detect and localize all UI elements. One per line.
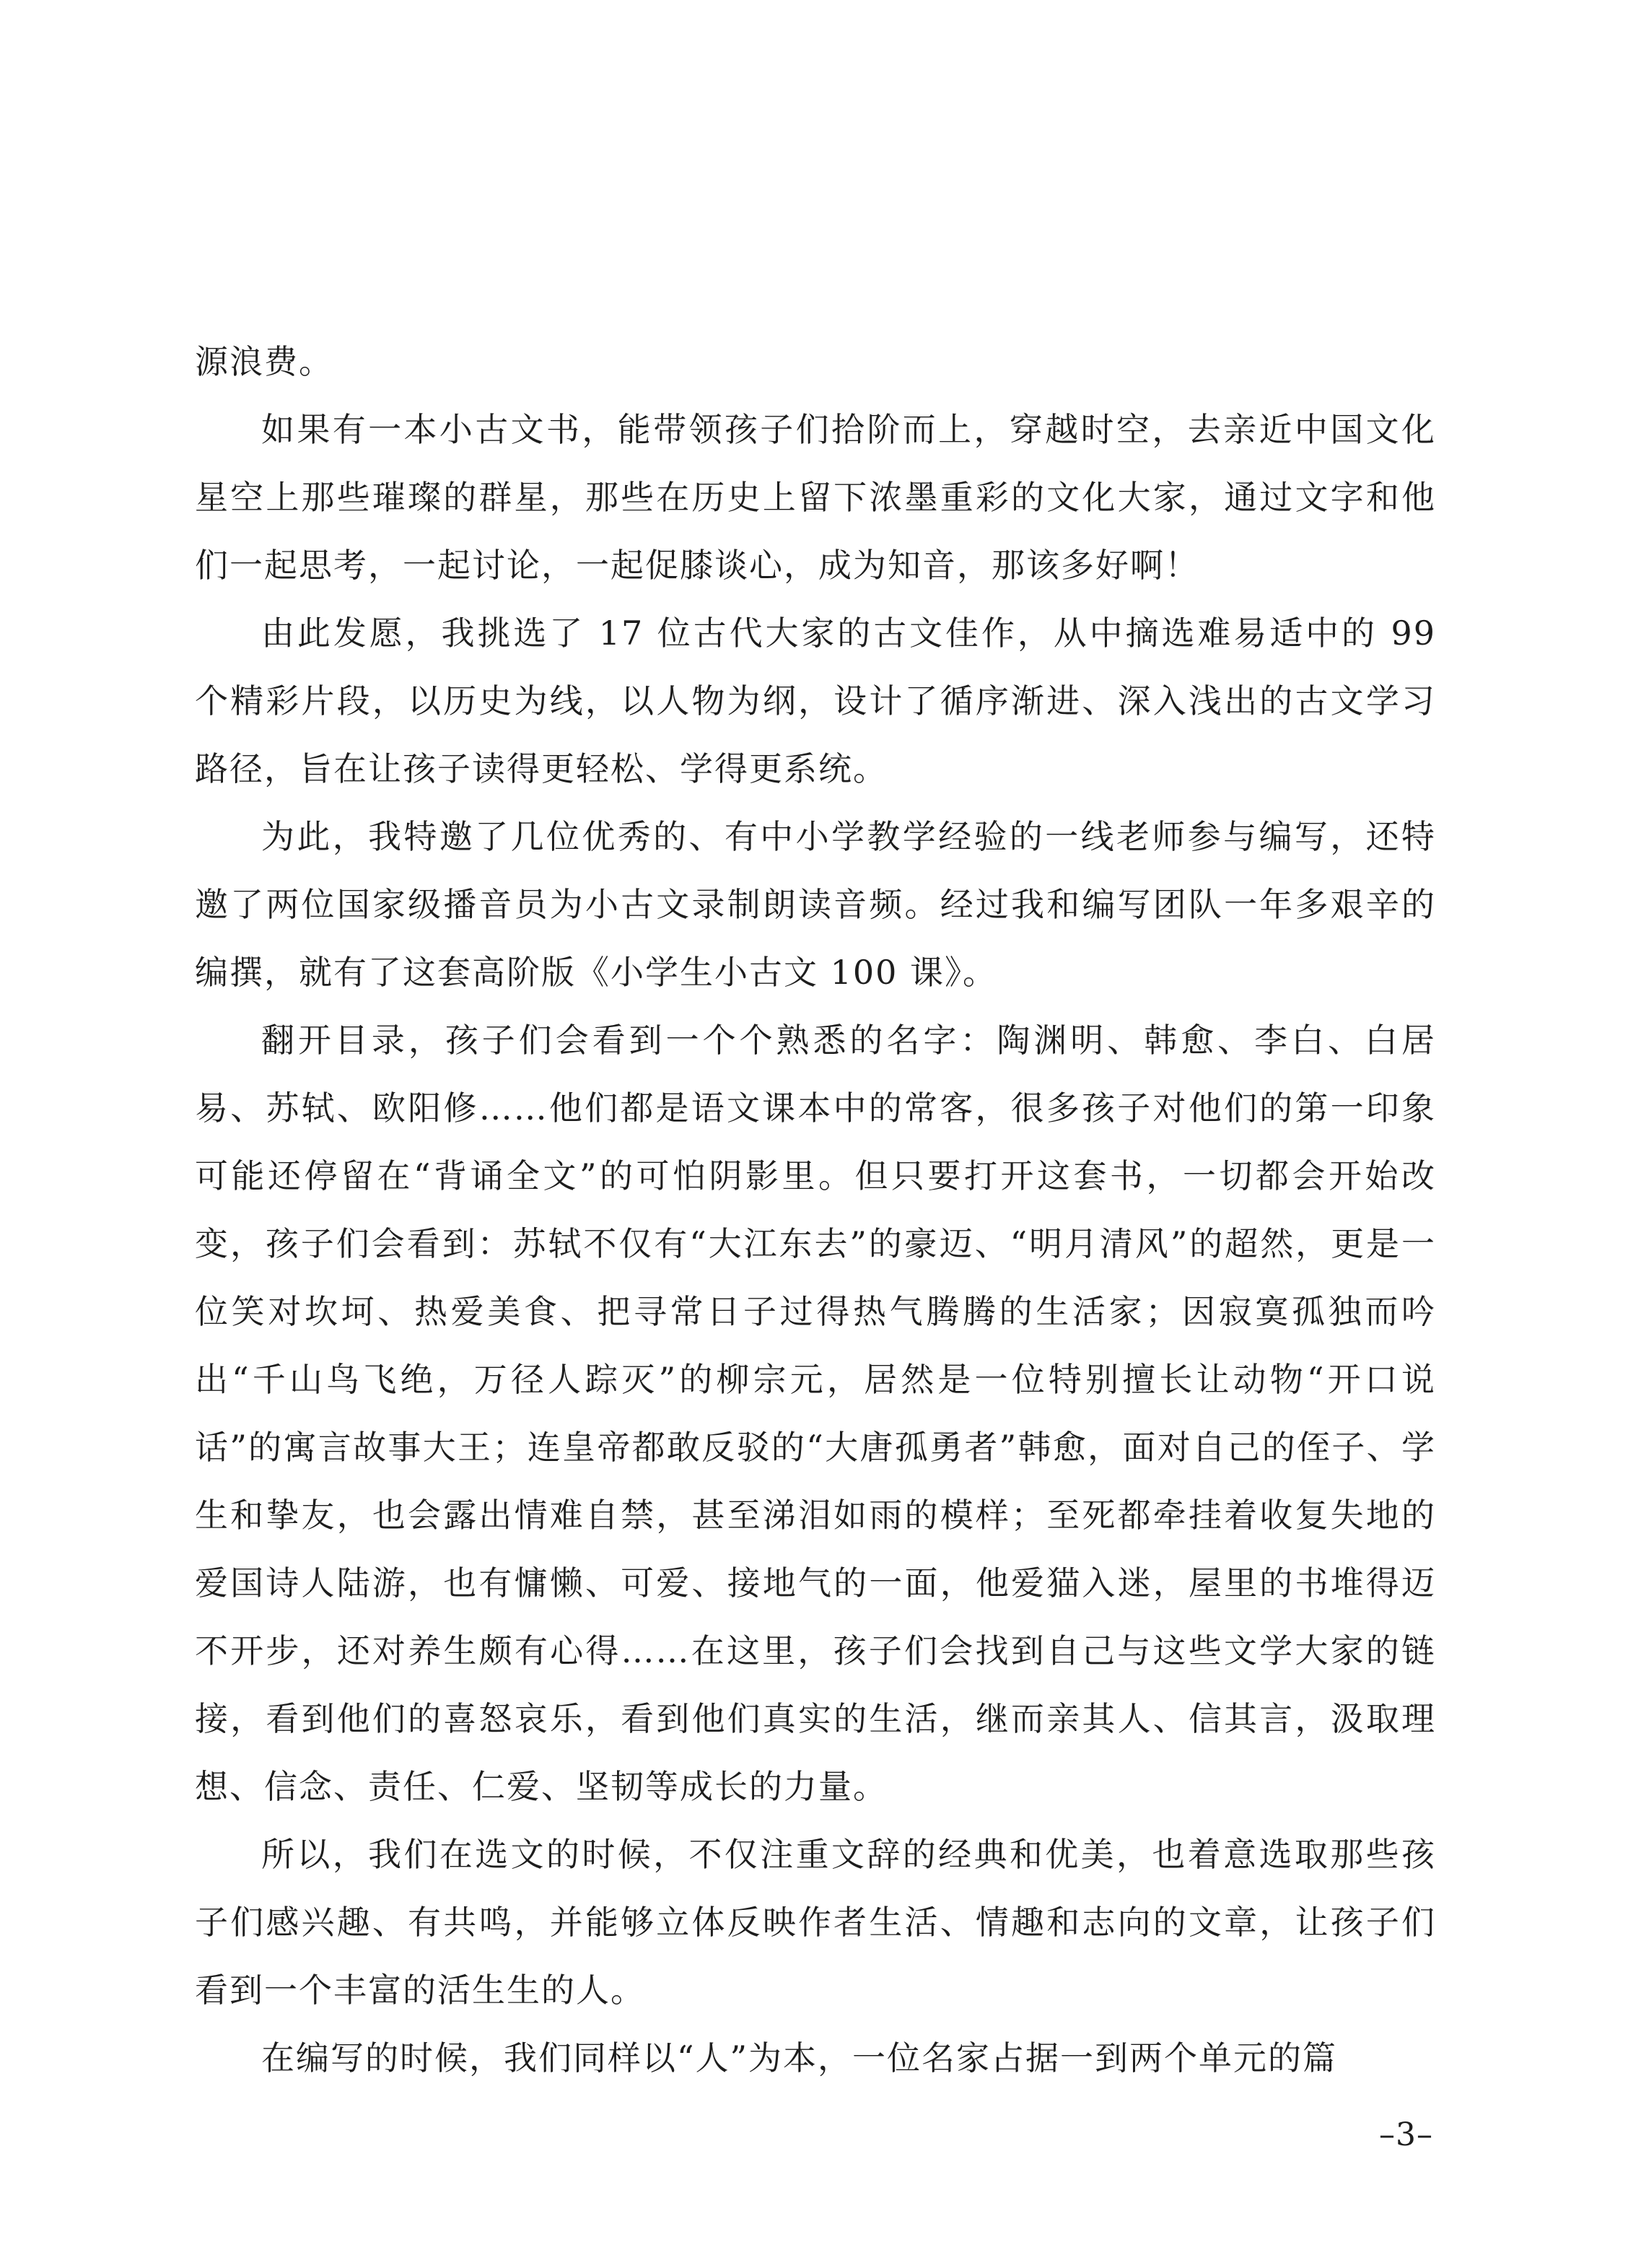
paragraph: 为此，我特邀了几位优秀的、有中小学教学经验的一线老师参与编写，还特邀了两位国家级播音员为小古文录制朗读音频。经过我和编写团队一年多艰辛的编撰，就有了这套高阶版《小学生小古文 100 课》。 <box>195 817 1436 992</box>
paragraph-continuation: 源浪费。 <box>195 342 333 381</box>
paragraph: 由此发愿，我挑选了 17 位古代大家的古文佳作，从中摘选难易适中的 99 个精彩片段，以历史为线，以人物为纲，设计了循序渐进、深入浅出的古文学习路径，旨在让孩子读得更轻松、学得更系统。 <box>195 614 1436 788</box>
body-text <box>195 328 1436 2092</box>
paragraph: 翻开目录，孩子们会看到一个个熟悉的名字：陶渊明、韩愈、李白、白居易、苏轼、欧阳修……他们都是语文课本中的常客，很多孩子对他们的第一印象可能还停留在“背诵全文”的可怕阴影里。但只要打开这套书，一切都会开始改变，孩子们会看到：苏轼不仅有“大江东去”的豪迈、“明月清风”的超然，更是一位笑对坎坷、热爱美食、把寻常日子过得热气腾腾的生活家；因寂寞孤独而吟出“千山鸟飞绝，万径人踪灭”的柳宗元，居然是一位特别擅长让动物“开口说话”的寓言故事大王；连皇帝都敢反驳的“大唐孤勇者”韩愈，面对自己的侄子、学生和挚友，也会露出情难自禁，甚至涕泪如雨的模样；至死都牵挂着收复失地的爱国诗人陆游，也有慵懒、可爱、接地气的一面，他爱猫入迷，屋里的书堆得迈不开步，还对养生颇有心得……在这里，孩子们会找到自己与这些文学大家的链接，看到他们的喜怒哀乐，看到他们真实的生活，继而亲其人、信其言，汲取理想、信念、责任、仁爱、坚韧等成长的力量。 <box>195 1021 1436 1806</box>
page-number: –3– <box>1379 2116 1433 2153</box>
paragraph: 在编写的时候，我们同样以“人”为本，一位名家占据一到两个单元的篇 <box>261 2038 1338 2077</box>
paragraph: 如果有一本小古文书，能带领孩子们拾阶而上，穿越时空，去亲近中国文化星空上那些璀璨的群星，那些在历史上留下浓墨重彩的文化大家，通过文字和他们一起思考，一起讨论，一起促膝谈心，成为知音，那该多好啊！ <box>195 410 1436 585</box>
paragraph: 所以，我们在选文的时候，不仅注重文辞的经典和优美，也着意选取那些孩子们感兴趣、有共鸣，并能够立体反映作者生活、情趣和志向的文章，让孩子们看到一个丰富的活生生的人。 <box>195 1835 1436 2010</box>
